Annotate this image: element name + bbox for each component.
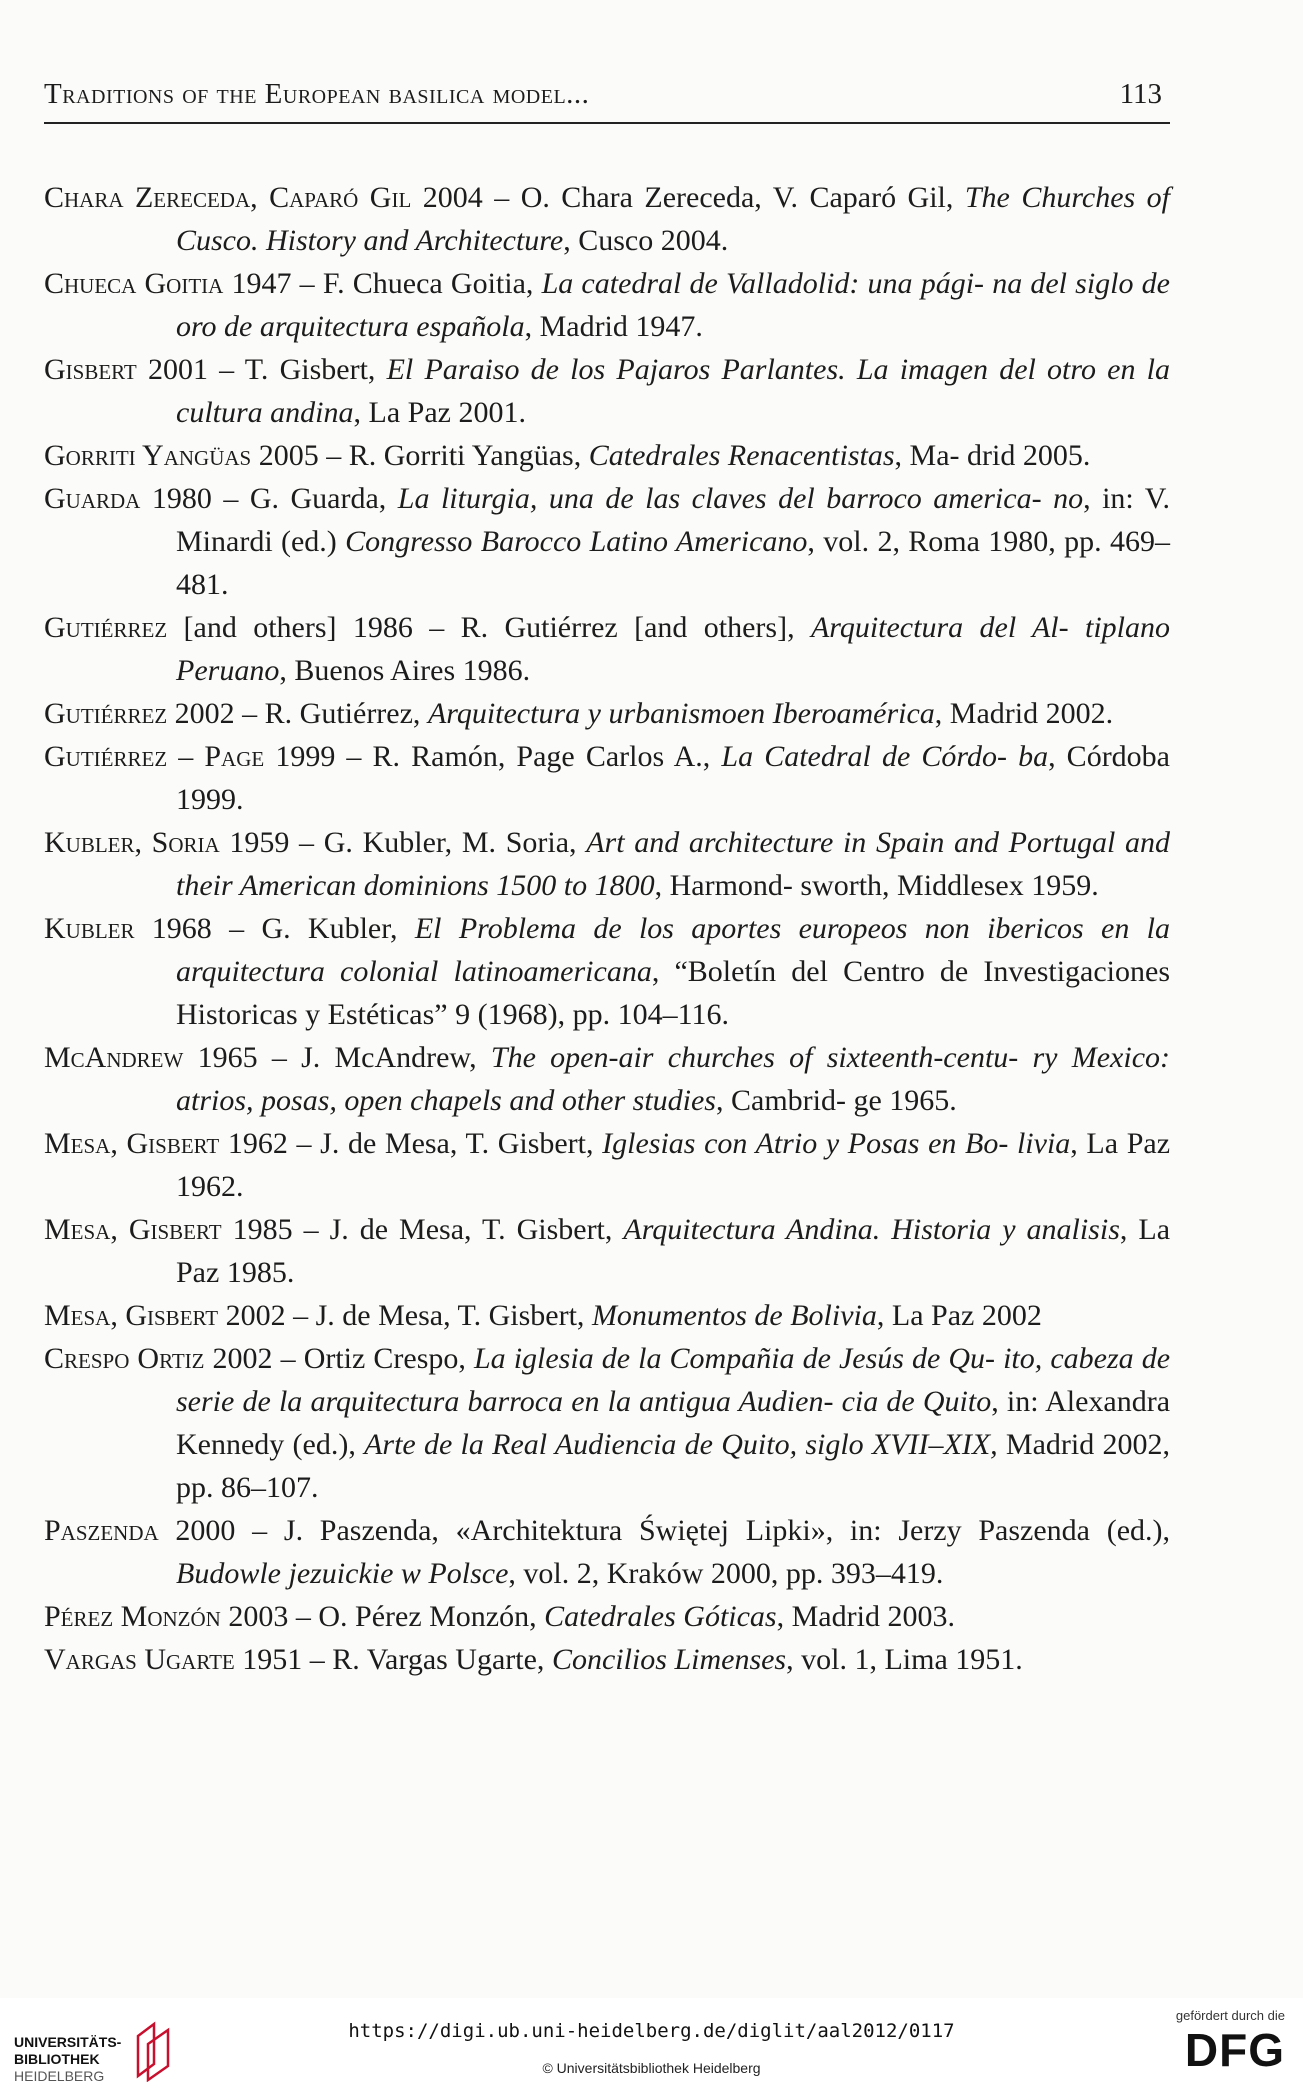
- entry-short-year: 2003 –: [220, 1600, 319, 1633]
- entry-title: Arquitectura del Al- tiplano Peruano: [176, 611, 1170, 687]
- entry-short-author: Pérez Monzón: [44, 1600, 221, 1633]
- library-name-line1: UNIVERSITÄTS-: [14, 2034, 122, 2050]
- bibliography-entry: [44, 1208, 1170, 1294]
- entry-text: J. de Mesa, T. Gisbert,: [315, 1299, 592, 1332]
- entry-title: The Churches of Cusco. History and Architecture: [176, 181, 1170, 257]
- entry-short-year: 1951 –: [234, 1643, 333, 1676]
- entry-text: , Buenos Aires 1986.: [279, 654, 531, 687]
- entry-short-author: Chara Zereceda, Caparó Gil: [44, 181, 412, 214]
- entry-title: Arte de la Real Audiencia de Quito, siglo XVII–XIX,: [364, 1428, 998, 1461]
- entry-text: , vol. 2, Kraków 2000, pp. 393–419.: [508, 1557, 944, 1590]
- entry-short-author: Gutiérrez – Page: [44, 740, 265, 773]
- bibliography-entry: [44, 348, 1170, 434]
- entry-short-author: Gisbert: [44, 353, 137, 386]
- entry-short-author: Kubler: [44, 912, 135, 945]
- bibliography-entry: [44, 821, 1170, 907]
- entry-text: T. Gisbert,: [244, 353, 387, 386]
- entry-short-author: McAndrew: [44, 1041, 184, 1074]
- bibliography-entry: [44, 1509, 1170, 1595]
- entry-short-year: [and others] 1986 –: [167, 611, 461, 644]
- entry-text: , Ma- drid 2005.: [894, 439, 1091, 472]
- entry-text: , vol. 2, Roma 1980, pp. 469–481.: [176, 525, 1170, 601]
- entry-short-author: Chueca Goitia: [44, 267, 224, 300]
- entry-text: F. Chueca Goitia,: [322, 267, 542, 300]
- entry-title: Catedrales Góticas: [544, 1600, 777, 1633]
- entry-short-year: 1962 –: [219, 1127, 321, 1160]
- bibliography-entry: [44, 692, 1170, 735]
- entry-short-author: Guarda: [44, 482, 141, 515]
- copyright-notice: © Universitätsbibliothek Heidelberg: [542, 2060, 761, 2076]
- entry-text: , in: Alexandra Kennedy (ed.),: [176, 1385, 1171, 1461]
- entry-text: J. de Mesa, T. Gisbert,: [320, 1127, 603, 1160]
- entry-text: , La Paz 1962.: [176, 1127, 1171, 1203]
- bibliography-entry: [44, 907, 1170, 1036]
- entry-title: The open-air churches of sixteenth-centu- ry Mexico: atrios, posas, open chapels and other studies: [176, 1041, 1170, 1117]
- entry-short-year: 2004 –: [411, 181, 521, 214]
- bibliography-entry: [44, 606, 1170, 692]
- entry-title: Catedrales Renacentistas: [588, 439, 895, 472]
- entry-title: Arquitectura y urbanismoen Iberoamérica: [427, 697, 935, 730]
- entry-short-year: 2002 –: [204, 1342, 304, 1375]
- entry-title: Congresso Barocco Latino Americano: [345, 525, 808, 558]
- entry-title: Concilios Limenses: [551, 1643, 787, 1676]
- entry-text: , La Paz 1985.: [176, 1213, 1171, 1289]
- entry-title: La catedral de Valladolid: una pági- na del siglo de oro de arquitectura española: [176, 267, 1170, 343]
- entry-text: R. Vargas Ugarte,: [332, 1643, 552, 1676]
- entry-short-author: Kubler, Soria: [44, 826, 220, 859]
- entry-text: G. Guarda,: [249, 482, 398, 515]
- bibliography-entry: [44, 477, 1170, 606]
- bibliography-entry: [44, 434, 1170, 477]
- entry-text: , Cusco 2004.: [563, 224, 729, 257]
- bibliography-list: [44, 176, 1170, 1681]
- entry-short-year: 1965 –: [183, 1041, 302, 1074]
- entry-text: R. Gorriti Yangüas,: [348, 439, 589, 472]
- entry-text: , Córdoba 1999.: [176, 740, 1171, 816]
- bibliography-entry: [44, 1337, 1170, 1509]
- entry-short-year: 2005 –: [251, 439, 349, 472]
- entry-short-year: 2002 –: [167, 697, 265, 730]
- digitization-footer: [0, 1998, 1303, 2097]
- entry-text: G. Kubler, M. Soria,: [323, 826, 587, 859]
- entry-short-author: Vargas Ugarte: [44, 1643, 235, 1676]
- entry-title: La Catedral de Córdo- ba: [721, 740, 1049, 773]
- bibliography-entry: [44, 176, 1170, 262]
- entry-title: Art and architecture in Spain and Portugal and their American dominions 1500 to 1800: [176, 826, 1171, 902]
- entry-short-author: Gutiérrez: [44, 697, 168, 730]
- page-number: 113: [1119, 78, 1162, 110]
- running-title: Traditions of the European basilica model...: [44, 78, 590, 110]
- entry-short-author: Gutiérrez: [44, 611, 168, 644]
- running-header: [44, 78, 1170, 124]
- entry-text: , Madrid 2003.: [776, 1600, 955, 1633]
- entry-text: , La Paz 2002: [876, 1299, 1042, 1332]
- entry-text: , Harmond- sworth, Middlesex 1959.: [654, 869, 1099, 902]
- entry-text: , Madrid 2002.: [934, 697, 1114, 730]
- entry-title: El Paraiso de los Pajaros Parlantes. La imagen del otro en la cultura andina: [176, 353, 1170, 429]
- bibliography-entry: [44, 1294, 1170, 1337]
- entry-text: Madrid 2002, pp. 86–107.: [176, 1428, 1170, 1504]
- entry-text: J. Paszenda, «Architektura Świętej Lipki», in: Jerzy Paszenda (ed.),: [283, 1514, 1170, 1547]
- entry-title: Budowle jezuickie w Polsce: [176, 1557, 509, 1590]
- bibliography-entry: [44, 1122, 1170, 1208]
- entry-short-author: Mesa, Gisbert: [44, 1299, 219, 1332]
- entry-title: Arquitectura Andina. Historia y analisis: [623, 1213, 1120, 1246]
- entry-short-author: Crespo Ortiz: [44, 1342, 205, 1375]
- permalink-url[interactable]: https://digi.ub.uni-heidelberg.de/diglit/aal2012/0117: [348, 2020, 955, 2042]
- entry-short-year: 1947 –: [223, 267, 323, 300]
- entry-short-year: 2001 –: [136, 353, 245, 386]
- library-name-line3: HEIDELBERG: [14, 2068, 105, 2084]
- entry-short-author: Gorriti Yangüas: [44, 439, 252, 472]
- entry-title: La iglesia de la Compañia de Jesús de Qu- ito, cabeza de serie de la arquitectura barroca en la antigua Audien- cia de Quito: [176, 1342, 1171, 1418]
- entry-text: J. de Mesa, T. Gisbert,: [329, 1213, 624, 1246]
- library-name-line2: BIBLIOTHEK: [14, 2051, 100, 2067]
- entry-text: R. Gutiérrez [and others],: [460, 611, 811, 644]
- entry-text: J. McAndrew,: [301, 1041, 491, 1074]
- entry-text: , in: V. Minardi (ed.): [176, 482, 1170, 558]
- entry-text: O. Pérez Monzón,: [318, 1600, 545, 1633]
- entry-short-author: Mesa, Gisbert: [44, 1213, 222, 1246]
- entry-text: Ortiz Crespo,: [303, 1342, 474, 1375]
- entry-text: , vol. 1, Lima 1951.: [786, 1643, 1023, 1676]
- sponsor-caption: gefördert durch die: [1175, 2008, 1285, 2023]
- entry-text: , Madrid 1947.: [524, 310, 703, 343]
- entry-short-year: 2002 –: [218, 1299, 316, 1332]
- bibliography-entry: [44, 735, 1170, 821]
- entry-title: Iglesias con Atrio y Posas en Bo- livia: [602, 1127, 1071, 1160]
- entry-text: , “Boletín del Centro de Investigaciones Historicas y Estéticas” 9 (1968), pp. 104–116.: [176, 955, 1170, 1031]
- dfg-logo-text: DFG: [1184, 2024, 1285, 2076]
- entry-title: La liturgia, una de las claves del barroco america- no: [397, 482, 1084, 515]
- entry-short-year: 1999 –: [264, 740, 373, 773]
- entry-short-author: Mesa, Gisbert: [44, 1127, 220, 1160]
- dfg-sponsor-logo: [1145, 2008, 1285, 2088]
- bibliography-entry: [44, 1638, 1170, 1681]
- entry-text: , Cambrid- ge 1965.: [716, 1084, 957, 1117]
- entry-text: R. Gutiérrez,: [264, 697, 428, 730]
- entry-short-year: 1968 –: [134, 912, 262, 945]
- entry-text: , La Paz 2001.: [353, 396, 526, 429]
- entry-short-author: Paszenda: [44, 1514, 159, 1547]
- entry-short-year: 1959 –: [219, 826, 324, 859]
- entry-text: G. Kubler,: [261, 912, 415, 945]
- entry-short-year: 1980 –: [140, 482, 250, 515]
- entry-text: O. Chara Zereceda, V. Caparó Gil,: [520, 181, 965, 214]
- entry-title: Monumentos de Bolivia: [591, 1299, 877, 1332]
- entry-text: R. Ramón, Page Carlos A.,: [372, 740, 722, 773]
- bibliography-entry: [44, 262, 1170, 348]
- entry-title: El Problema de los aportes europeos non ibericos en la arquitectura colonial latinoamericana: [176, 912, 1171, 988]
- entry-short-year: 1985 –: [221, 1213, 330, 1246]
- bibliography-entry: [44, 1036, 1170, 1122]
- entry-short-year: 2000 –: [158, 1514, 284, 1547]
- bibliography-entry: [44, 1595, 1170, 1638]
